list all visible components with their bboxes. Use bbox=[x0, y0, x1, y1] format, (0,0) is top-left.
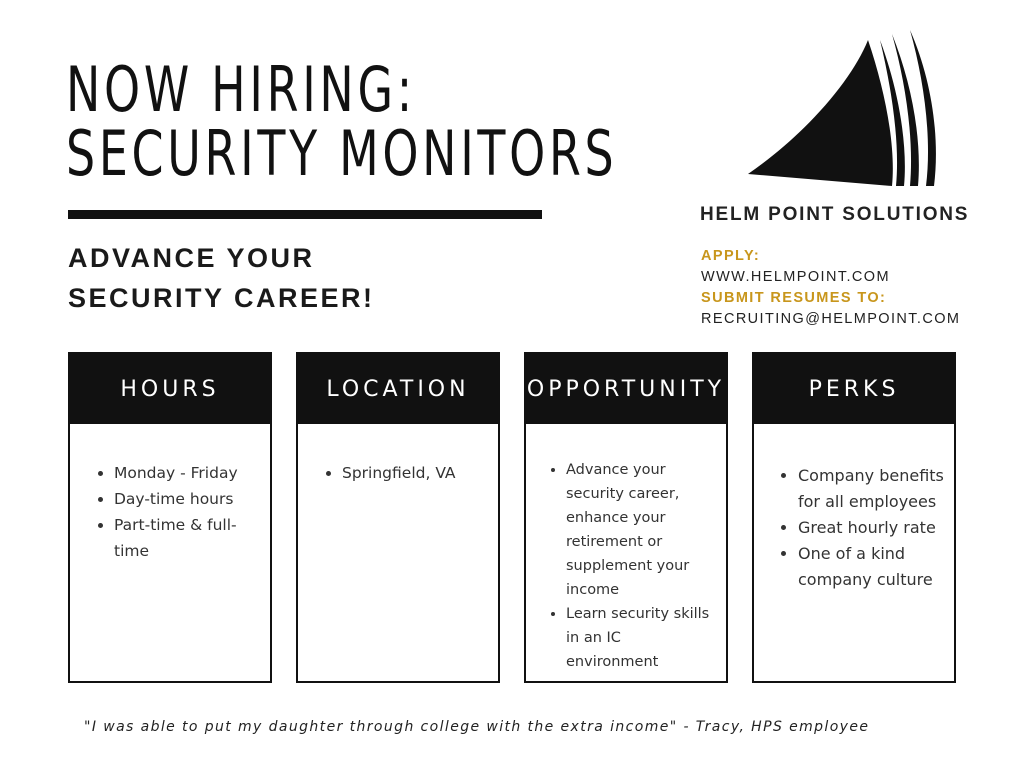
list-item: • Monday - Friday bbox=[114, 460, 260, 486]
list-item: • Company benefits for all employees bbox=[798, 463, 944, 515]
subheadline-line-2: SECURITY CAREER! bbox=[68, 283, 375, 313]
list-item: • Learn security skills in an IC environment bbox=[566, 602, 716, 674]
apply-url-link[interactable]: WWW.HELMPOINT.COM bbox=[701, 269, 890, 285]
list-item: • Part-time & full-time bbox=[114, 512, 260, 564]
card-list bbox=[526, 427, 726, 674]
company-name: HELM POINT SOLUTIONS bbox=[700, 204, 970, 225]
card-list bbox=[70, 427, 270, 564]
contact-info bbox=[701, 246, 960, 330]
list-item: • One of a kind company culture bbox=[798, 541, 944, 593]
list-item: • Day-time hours bbox=[114, 486, 260, 512]
resume-email-link[interactable]: RECRUITING@HELMPOINT.COM bbox=[701, 311, 961, 327]
card-title: PERKS bbox=[754, 354, 954, 424]
card-location bbox=[296, 352, 500, 683]
card-body bbox=[526, 424, 726, 674]
sail-logo-icon bbox=[744, 28, 940, 190]
card-title: LOCATION bbox=[298, 354, 498, 424]
card-title: OPPORTUNITY bbox=[526, 354, 726, 424]
headline-divider bbox=[68, 210, 542, 219]
card-perks bbox=[752, 352, 956, 683]
card-body bbox=[70, 424, 270, 564]
card-list bbox=[754, 427, 954, 593]
card-list bbox=[298, 427, 498, 486]
list-item: • Springfield, VA bbox=[342, 460, 488, 486]
card-body bbox=[754, 424, 954, 593]
headline bbox=[66, 53, 618, 190]
card-title: HOURS bbox=[70, 354, 270, 424]
card-hours bbox=[68, 352, 272, 683]
resume-label: SUBMIT RESUMES TO: bbox=[701, 290, 887, 306]
apply-label: APPLY: bbox=[701, 248, 761, 264]
subheadline-line-1: ADVANCE YOUR bbox=[68, 243, 315, 273]
headline-line-2: SECURITY MONITORS bbox=[66, 117, 618, 190]
list-item: • Advance your security career, enhance your retirement or supplement your income bbox=[566, 458, 716, 602]
testimonial-quote: "I was able to put my daughter through college with the extra income" - Tracy, HPS employee bbox=[84, 719, 870, 735]
list-item: • Great hourly rate bbox=[798, 515, 944, 541]
card-opportunity bbox=[524, 352, 728, 683]
card-body bbox=[298, 424, 498, 486]
subheadline bbox=[68, 238, 375, 318]
headline-line-1: NOW HIRING: bbox=[66, 53, 416, 126]
